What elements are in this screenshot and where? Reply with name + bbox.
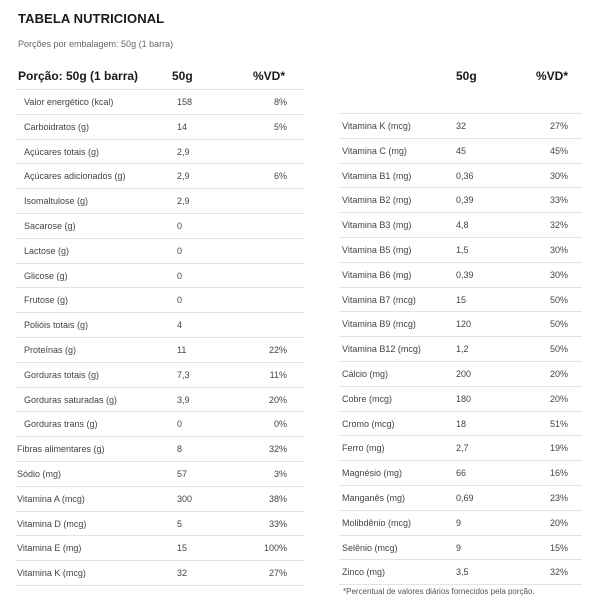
nutrient-name: Vitamina K (mcg) bbox=[17, 568, 86, 579]
servings-per-package: Porções por embalagem: 50g (1 barra) bbox=[18, 39, 174, 49]
table-row bbox=[339, 412, 582, 437]
nutrient-value: 300 bbox=[177, 493, 193, 504]
nutrient-name: Vitamina A (mcg) bbox=[17, 493, 85, 504]
table-row bbox=[339, 387, 582, 412]
nutrient-value: 1,2 bbox=[456, 344, 469, 355]
nutrient-name: Vitamina K (mcg) bbox=[342, 121, 411, 131]
table-row bbox=[15, 536, 305, 561]
table-row bbox=[15, 90, 305, 115]
table-row bbox=[15, 115, 305, 140]
nutrient-name: Cobre (mcg) bbox=[342, 393, 393, 404]
nutrition-table-right bbox=[339, 113, 582, 585]
table-row bbox=[15, 140, 305, 165]
nutrient-daily-value: 38% bbox=[268, 493, 287, 504]
table-row bbox=[15, 164, 305, 189]
table-row bbox=[339, 238, 582, 263]
table-row bbox=[15, 388, 305, 413]
table-row bbox=[339, 337, 582, 362]
nutrient-name: Gorduras totais (g) bbox=[24, 369, 100, 380]
table-row bbox=[15, 338, 305, 363]
nutrient-daily-value: 33% bbox=[268, 518, 287, 529]
nutrient-name: Frutose (g) bbox=[24, 295, 69, 306]
nutrient-value: 200 bbox=[456, 368, 472, 379]
nutrient-name: Cromo (mcg) bbox=[342, 418, 395, 429]
nutrient-name: Magnésio (mg) bbox=[342, 468, 403, 479]
nutrient-value: 180 bbox=[456, 393, 472, 404]
nutrient-value: 32 bbox=[177, 568, 188, 579]
nutrient-value: 1,5 bbox=[456, 244, 469, 255]
table-row bbox=[339, 461, 582, 486]
table-row bbox=[339, 188, 582, 213]
nutrient-name: Vitamina B7 (mcg) bbox=[342, 294, 416, 305]
nutrient-name: Vitamina B5 (mg) bbox=[342, 244, 412, 255]
nutrient-name: Vitamina B12 (mcg) bbox=[342, 344, 421, 355]
nutrient-name: Polióis totais (g) bbox=[24, 320, 89, 331]
nutrient-name: Vitamina B6 (mg) bbox=[342, 269, 412, 280]
nutrient-value: 0,39 bbox=[456, 269, 474, 280]
nutrient-daily-value: 0% bbox=[273, 419, 287, 430]
nutrient-name: Vitamina B3 (mg) bbox=[342, 220, 412, 231]
nutrient-name: Gorduras saturadas (g) bbox=[24, 394, 118, 405]
nutrient-daily-value: 19% bbox=[549, 443, 568, 454]
table-row bbox=[15, 189, 305, 214]
table-row bbox=[15, 437, 305, 462]
nutrient-value: 66 bbox=[456, 468, 467, 479]
nutrient-value: 15 bbox=[456, 294, 467, 305]
nutrient-value: 2,9 bbox=[177, 146, 190, 157]
nutrient-name: Gorduras trans (g) bbox=[24, 419, 98, 430]
nutrient-daily-value: 32% bbox=[549, 220, 568, 231]
nutrient-value: 4 bbox=[177, 320, 183, 331]
nutrient-value: 5 bbox=[177, 518, 183, 529]
table-row bbox=[15, 412, 305, 437]
nutrient-value: 3,9 bbox=[177, 394, 190, 405]
nutrient-value: 0 bbox=[177, 419, 183, 430]
nutrient-daily-value: 100% bbox=[263, 543, 287, 554]
nutrient-value: 0,69 bbox=[456, 492, 474, 503]
nutrient-daily-value: 5% bbox=[273, 121, 287, 132]
nutrient-daily-value: 32% bbox=[549, 567, 568, 578]
nutrient-daily-value: 16% bbox=[549, 468, 568, 479]
nutrient-daily-value: 3% bbox=[273, 468, 287, 479]
nutrient-daily-value: 23% bbox=[549, 492, 568, 503]
nutrient-name: Açúcares adicionados (g) bbox=[24, 171, 126, 182]
nutrient-daily-value: 22% bbox=[268, 344, 287, 355]
nutrient-daily-value: 27% bbox=[268, 568, 287, 579]
portion-header: Porção: 50g (1 barra) bbox=[18, 69, 139, 83]
table-row bbox=[15, 288, 305, 313]
nutrient-name: Vitamina B9 (mcg) bbox=[342, 319, 416, 330]
nutrient-value: 3,5 bbox=[456, 567, 469, 578]
table-row bbox=[15, 512, 305, 537]
nutrient-value: 9 bbox=[456, 542, 462, 553]
table-row bbox=[15, 363, 305, 388]
nutrient-daily-value: 20% bbox=[549, 393, 568, 404]
nutrient-daily-value: 11% bbox=[269, 369, 287, 380]
nutrient-name: Vitamina B2 (mg) bbox=[342, 195, 412, 206]
nutrient-name: Manganês (mg) bbox=[342, 492, 406, 503]
table-row bbox=[339, 164, 582, 189]
nutrient-value: 158 bbox=[177, 97, 193, 107]
left-vd-header: %VD* bbox=[253, 69, 286, 83]
nutrient-name: Sacarose (g) bbox=[24, 220, 76, 231]
nutrient-name: Cálcio (mg) bbox=[342, 368, 389, 379]
nutrient-name: Fibras alimentares (g) bbox=[17, 444, 105, 455]
table-row bbox=[339, 288, 582, 313]
nutrient-daily-value: 30% bbox=[549, 269, 568, 280]
table-row bbox=[15, 214, 305, 239]
nutrient-daily-value: 27% bbox=[549, 121, 568, 131]
nutrient-value: 45 bbox=[456, 145, 467, 156]
nutrient-name: Vitamina C (mg) bbox=[342, 145, 407, 156]
nutrient-name: Carboidratos (g) bbox=[24, 121, 90, 132]
nutrient-value: 120 bbox=[456, 319, 472, 330]
nutrient-name: Lactose (g) bbox=[24, 245, 70, 256]
nutrient-value: 11 bbox=[177, 344, 187, 355]
nutrient-name: Proteínas (g) bbox=[24, 344, 77, 355]
table-row bbox=[339, 362, 582, 387]
nutrient-daily-value: 50% bbox=[549, 294, 568, 305]
nutrition-table-left bbox=[15, 89, 305, 586]
nutrient-daily-value: 20% bbox=[549, 517, 568, 528]
nutrient-value: 0 bbox=[177, 245, 183, 256]
nutrient-daily-value: 32% bbox=[268, 444, 287, 455]
nutrient-name: Vitamina E (mg) bbox=[17, 543, 82, 554]
table-row bbox=[339, 536, 582, 561]
nutrient-value: 14 bbox=[177, 121, 188, 132]
nutrient-value: 32 bbox=[456, 121, 467, 131]
nutrient-name: Molibdênio (mcg) bbox=[342, 517, 412, 528]
table-row bbox=[339, 213, 582, 238]
left-amount-header: 50g bbox=[172, 69, 193, 83]
page-title: TABELA NUTRICIONAL bbox=[18, 11, 165, 26]
nutrient-daily-value: 50% bbox=[549, 344, 568, 355]
nutrient-value: 0,39 bbox=[456, 195, 474, 206]
nutrient-daily-value: 50% bbox=[549, 319, 568, 330]
table-row bbox=[339, 139, 582, 164]
table-row bbox=[339, 486, 582, 511]
nutrient-value: 8 bbox=[177, 444, 183, 455]
footnote: *Percentual de valores diários fornecidos pela porção. bbox=[343, 587, 535, 596]
table-row bbox=[15, 239, 305, 264]
nutrient-name: Vitamina B1 (mg) bbox=[342, 170, 412, 181]
table-row bbox=[15, 264, 305, 289]
nutrient-name: Glicose (g) bbox=[24, 270, 68, 281]
nutrient-name: Isomaltulose (g) bbox=[24, 196, 89, 207]
nutrient-value: 18 bbox=[456, 418, 467, 429]
nutrient-daily-value: 20% bbox=[549, 368, 568, 379]
nutrient-daily-value: 6% bbox=[273, 171, 287, 182]
nutrient-name: Zinco (mg) bbox=[342, 567, 386, 578]
nutrient-value: 15 bbox=[177, 543, 188, 554]
nutrient-name: Sódio (mg) bbox=[17, 468, 62, 479]
nutrient-value: 2,7 bbox=[456, 443, 469, 454]
nutrient-name: Ferro (mg) bbox=[342, 443, 385, 454]
nutrient-value: 7,3 bbox=[177, 369, 190, 380]
nutrient-name: Vitamina D (mcg) bbox=[17, 518, 87, 529]
table-row bbox=[339, 312, 582, 337]
nutrient-value: 0 bbox=[177, 270, 183, 281]
nutrient-value: 0 bbox=[177, 295, 183, 306]
table-row bbox=[15, 561, 305, 586]
nutrient-value: 2,9 bbox=[177, 171, 190, 182]
table-row bbox=[15, 313, 305, 338]
table-row bbox=[339, 511, 582, 536]
table-row bbox=[339, 560, 582, 585]
nutrient-daily-value: 20% bbox=[268, 394, 287, 405]
right-vd-header: %VD* bbox=[536, 69, 569, 83]
nutrient-daily-value: 30% bbox=[549, 244, 568, 255]
nutrient-daily-value: 30% bbox=[549, 170, 568, 181]
table-row bbox=[15, 462, 305, 487]
nutrient-daily-value: 45% bbox=[549, 145, 568, 156]
nutrient-value: 0 bbox=[177, 220, 183, 231]
nutrient-daily-value: 8% bbox=[273, 97, 287, 107]
table-row bbox=[339, 114, 582, 139]
nutrient-value: 4,8 bbox=[456, 220, 469, 231]
nutrient-daily-value: 51% bbox=[549, 418, 568, 429]
nutrient-value: 2,9 bbox=[177, 196, 190, 207]
nutrient-daily-value: 15% bbox=[549, 542, 568, 553]
nutrient-value: 0,36 bbox=[456, 170, 474, 181]
nutrient-daily-value: 33% bbox=[549, 195, 568, 206]
right-amount-header: 50g bbox=[456, 69, 477, 83]
table-row bbox=[339, 436, 582, 461]
nutrient-value: 9 bbox=[456, 517, 462, 528]
nutrient-name: Valor energético (kcal) bbox=[24, 97, 114, 107]
nutrient-name: Açúcares totais (g) bbox=[24, 146, 100, 157]
nutrient-value: 57 bbox=[177, 468, 188, 479]
table-row bbox=[15, 487, 305, 512]
nutrient-name: Selênio (mcg) bbox=[342, 542, 398, 553]
table-row bbox=[339, 263, 582, 288]
